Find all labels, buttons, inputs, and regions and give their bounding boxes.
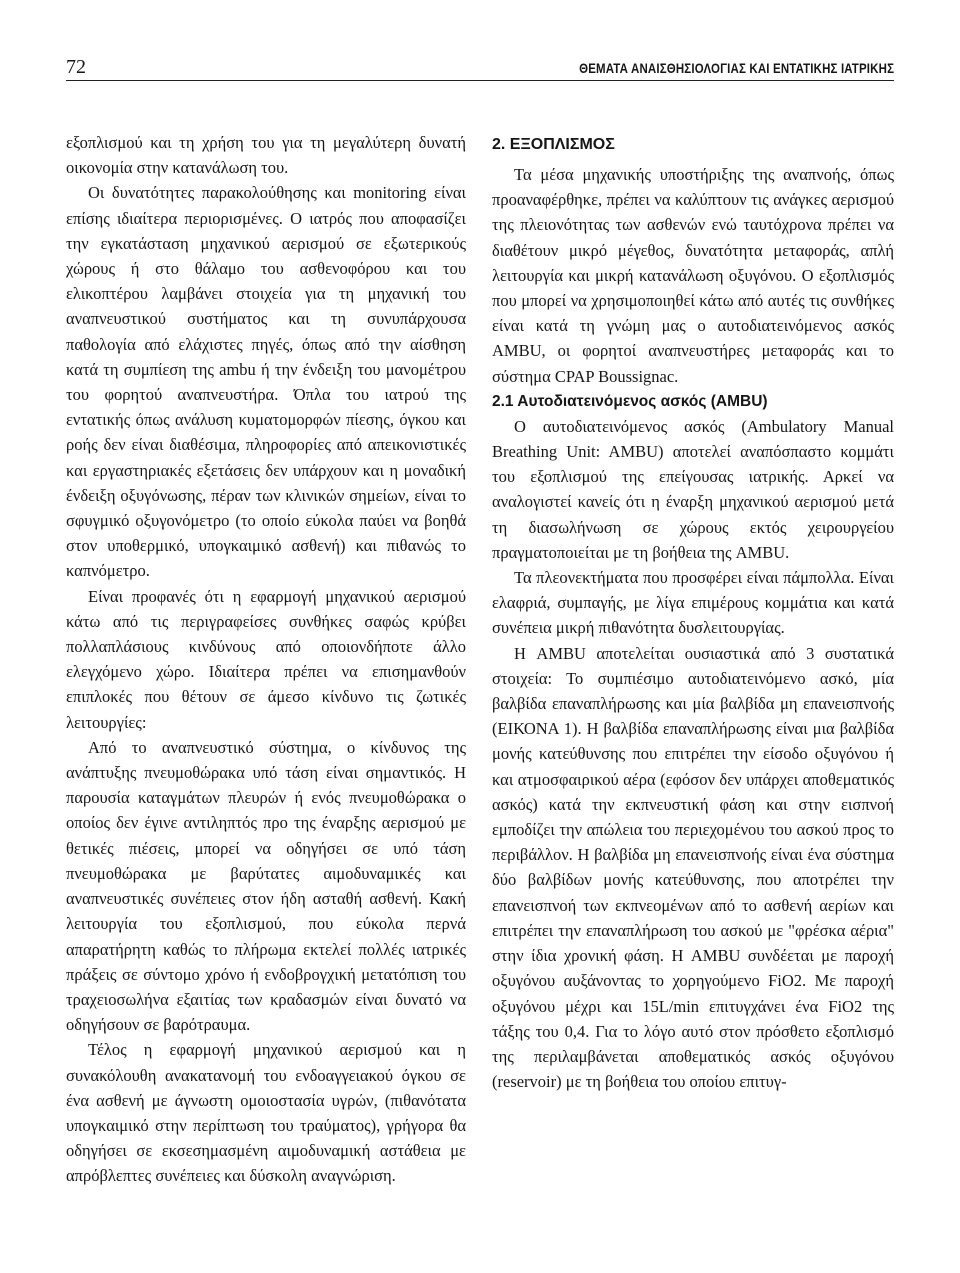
paragraph: Οι δυνατότητες παρακολούθησης και monitoring είναι επίσης ιδιαίτερα περιορισμένες. Ο ιατρός που αποφασίζει την εγκατάσταση μηχανικού αερισμού σε εξωτερικούς χώρους ή στο θάλαμο του ασθενοφόρου και του ελικοπτέρου λαμβάνει στοιχεία για τη μηχανική του αναπνευστικού συστήματος και τη συνυπάρχουσα παθολογία από ελάχιστες πηγές, όπως από την αίσθηση κατά τη συμπίεση της ambu ή την ένδειξη του μανομέτρου του φορητού αναπνευστήρα. Όπλα του ιατρού της εντατικής όπως ανάλυση κυματομορφών πίεσης, όγκου και ροής δεν είναι διαθέσιμα, πληροφορίες από απεικονιστικές και εργαστηριακές εξετάσεις δεν υπάρχουν και η μοναδική ένδειξη οξυγόνωσης, πέραν των κλινικών σημείων, είναι το σφυγμικό οξυγονόμετρο (το οποίο εύκολα παύει να βοηθά στον υποθερμικό, υπογκαιμικό ασθενή) και πιθανώς το καπνόμετρο. [66, 183, 466, 581]
paragraph: Τέλος η εφαρμογή μηχανικού αερισμού και η συνακόλουθη ανακατανομή του ενδοαγγειακού όγκου σε ένα ασθενή με άγνωστη ομοιοστασία υγρών, (πιθανότατα υπογκαιμικό στην περίπτωση του τραύματος), γρήγορα θα οδηγήσει σε εκσεσημασμένη αιμοδυναμική αστάθεια με απρόβλεπτες συνέπειες και δύσκολη αναγνώριση. [66, 1040, 466, 1186]
paragraph: Ο αυτοδιατεινόμενος ασκός (Ambulatory Manual Breathing Unit: AMBU) αποτελεί αναπόσπαστο κομμάτι του εξοπλισμού της επείγουσας ιατρικής. Αρκεί να αναλογιστεί κανείς ότι η έναρξη μηχανικού αερισμού μετά τη διασωλήνωση σε χώρους εκτός χειρουργείου πραγματοποιείται με τη βοήθεια της AMBU. [492, 416, 894, 562]
running-title: ΘΕΜΑΤΑ ΑΝΑΙΣΘΗΣΙΟΛΟΓΙΑΣ ΚΑΙ ΕΝΤΑΤΙΚΗΣ ΙΑΤΡΙΚΗΣ [579, 60, 894, 76]
left-column [66, 130, 466, 1189]
paragraph: εξοπλισμού και τη χρήση του για τη μεγαλύτερη δυνατή οικονομία στην κατανάλωση του. [66, 133, 466, 178]
paragraph: Από το αναπνευστικό σύστημα, ο κίνδυνος της ανάπτυξης πνευμοθώρακα υπό τάση είναι σημαντικός. Η παρουσία καταγμάτων πλευρών ή ενός πνευμοθώρακα ο οποίος δεν έγινε αντιληπτός προ της έναρξης αερισμού με θετικές πιέσεις, μπορεί να οδηγήσει σε υπό τάση πνευμοθώρακα με βαρύτατες αιμοδυναμικές και αναπνευστικές συνέπειες στον ήδη ασταθή ασθενή. Κακή λειτουργία του εξοπλισμού, που εύκολα περνά απαρατήρητη καθώς το πλήρωμα εκτελεί πολλές ιατρικές πράξεις σε σύντομο χρόνο ή ενδοβρογχική μετατόπιση του τραχειοσωλήνα εξαιτίας των κραδασμών είναι δυνατό να οδηγήσουν σε βαρότραυμα. [66, 737, 466, 1035]
paragraph: Τα πλεονεκτήματα που προσφέρει είναι πάμπολλα. Είναι ελαφριά, συμπαγής, με λίγα επιμέρους κομμάτια και κατά συνέπεια μικρή πιθανότητα δυσλειτουργίας. [492, 568, 894, 638]
paragraph: Η AMBU αποτελείται ουσιαστικά από 3 συστατικά στοιχεία: Το συμπιέσιμο αυτοδιατεινόμενο ασκό, μία βαλβίδα επαναπλήρωσης και μία βαλβίδα μη επανεισπνοής (ΕΙΚΟΝΑ 1). Η βαλβίδα επαναπλήρωσης είναι μια βαλβίδα μονής κατεύθυνσης που επιτρέπει την είσοδο οξυγόνου ή και ατμοσφαιρικού αέρα (εφόσον δεν υπάρχει αποθεματικός ασκός) κατά την εκπνευστική φάση και στην εισπνοή εμποδίζει την απώλεια του περιεχομένου του ασκού προς το περιβάλλον. Η βαλβίδα μη επανεισπνοής είναι ένα σύστημα δύο βαλβίδων μονής κατεύθυνσης, που αποτρέπει την επανεισπνοή των εκπνεομένων από το ασθενή αερίων και επιτρέπει την επαναπλήρωση του ασκού με "φρέσκα αέρια" στην ίδια χρονική φάση. Η AMBU συνδέεται με παροχή οξυγόνου αυξάνοντας το χορηγούμενο FiO2. Με παροχή οξυγόνου μέχρι και 15L/min επιτυγχάνει ένα FiO2 της τάξης του 0,4. Για το λόγο αυτό στον πρόσθετο εξοπλισμό της περιλαμβάνεται αποθεματικός ασκός οξυγόνου (reservoir) με τη βοήθεια του οποίου επιτυγ- [492, 643, 894, 1092]
section-title: 2. ΕΞΟΠΛΙΣΜΟΣ [492, 136, 615, 153]
right-column [492, 162, 894, 1094]
subsection-title: 2.1 Αυτοδιατεινόμενος ασκός (AMBU) [492, 392, 768, 410]
page-header [66, 56, 894, 81]
page-number: 72 [66, 56, 86, 78]
paragraph: Είναι προφανές ότι η εφαρμογή μηχανικού αερισμού κάτω από τις περιγραφείσες συνθήκες σαφώς κρύβει πολλαπλάσιους κινδύνους από οποιονδήποτε άλλο ελεγχόμενο χώρο. Ιδιαίτερα πρέπει να επισημανθούν επιπλοκές που θέτουν σε άμεσο κίνδυνο τις ζωτικές λειτουργίες: [66, 586, 466, 732]
paragraph: Τα μέσα μηχανικής υποστήριξης της αναπνοής, όπως προαναφέρθηκε, πρέπει να καλύπτουν τις ανάγκες αερισμού της πλειονότητας των ασθενών ενώ ταυτόχρονα πρέπει να διαθέτουν μικρό μέγεθος, δυνατότητα μεταφοράς, απλή λειτουργία και μικρή κατανάλωση οξυγόνου. Ο εξοπλισμός που μπορεί να χρησιμοποιηθεί κάτω από αυτές τις συνθήκες είναι κατά τη γνώμη μας ο αυτοδιατεινόμενος ασκός AMBU, οι φορητοί αναπνευστήρες μεταφοράς και το σύστημα CPAP Boussignac. [492, 165, 894, 386]
